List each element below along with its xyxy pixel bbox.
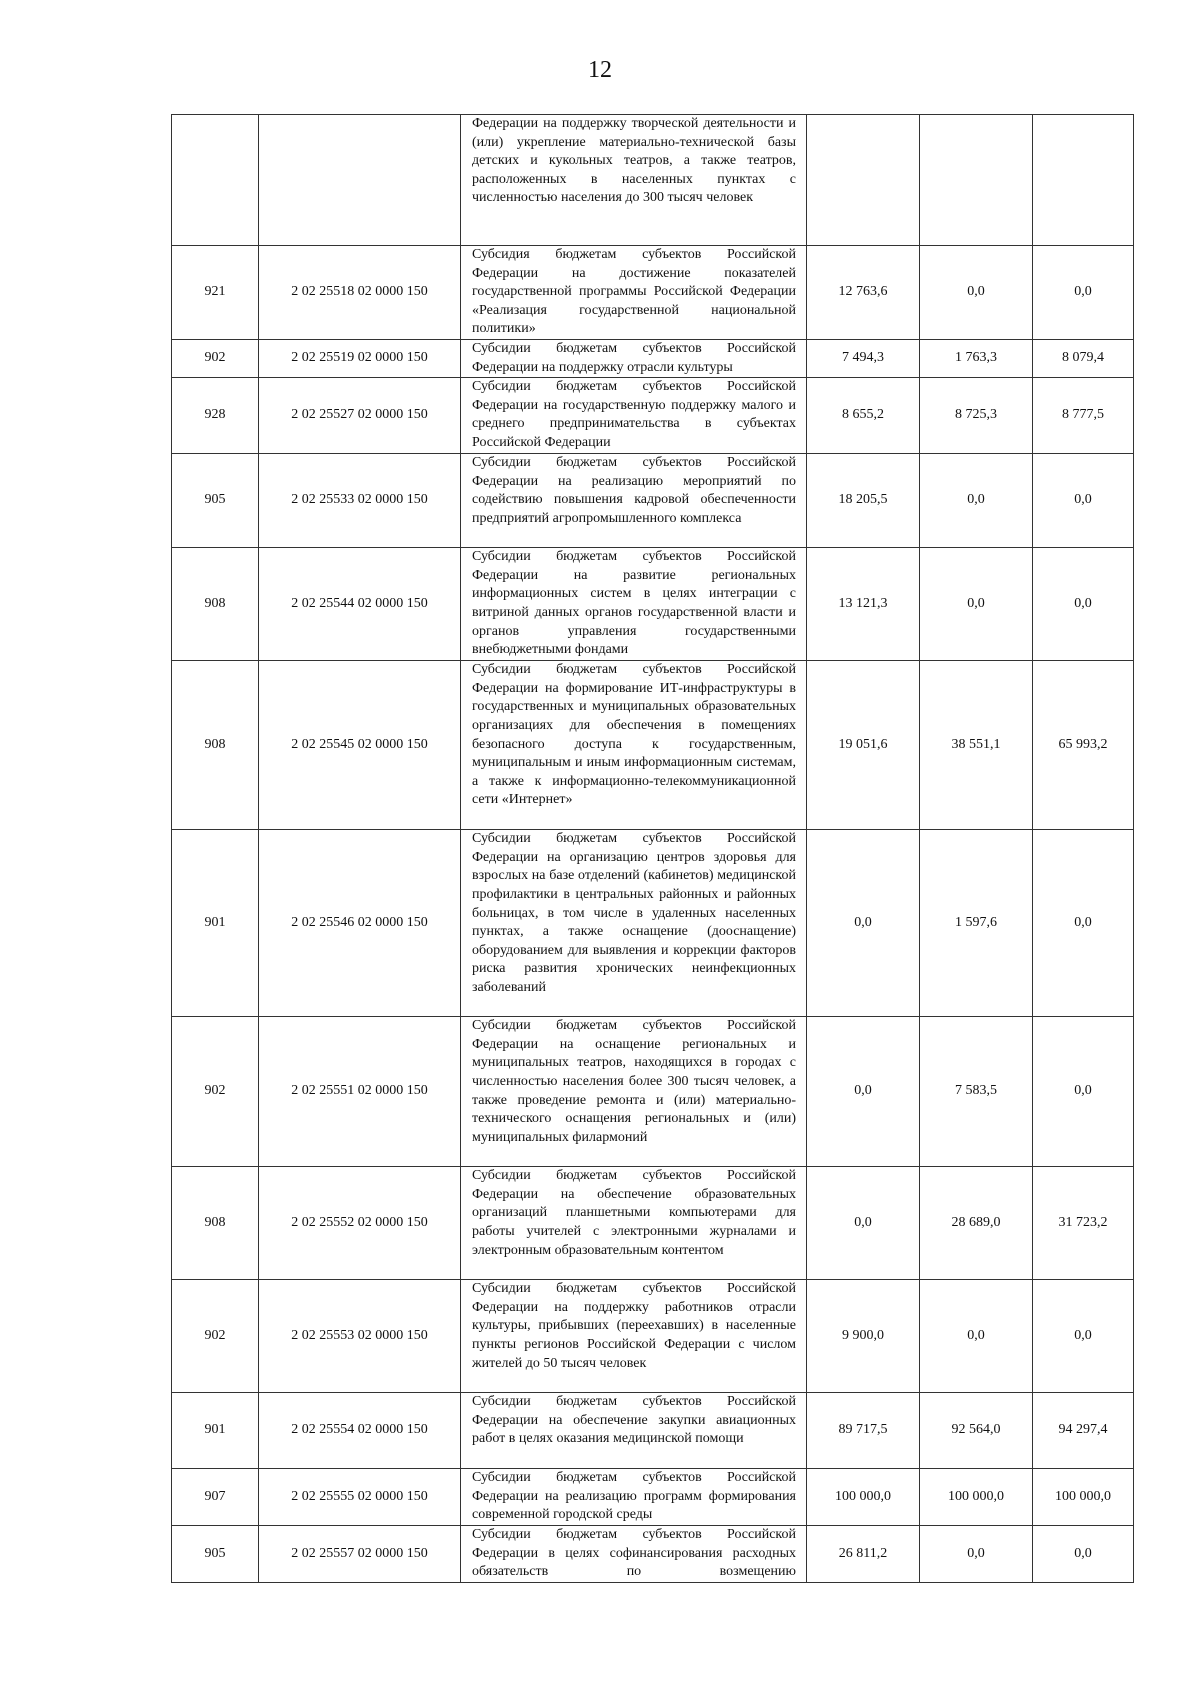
admin-code-cell: 908 — [172, 1167, 259, 1280]
year1-amount-cell: 89 717,5 — [807, 1393, 920, 1469]
admin-code-cell: 901 — [172, 1393, 259, 1469]
admin-code-cell: 921 — [172, 246, 259, 340]
year1-amount-cell: 19 051,6 — [807, 661, 920, 830]
budget-code-cell: 2 02 25552 02 0000 150 — [259, 1167, 461, 1280]
year3-amount-cell: 65 993,2 — [1033, 661, 1134, 830]
year3-amount-cell: 0,0 — [1033, 1526, 1134, 1583]
year3-amount-cell: 0,0 — [1033, 454, 1134, 548]
table-row — [172, 1393, 1134, 1469]
year2-amount-cell: 38 551,1 — [920, 661, 1033, 830]
admin-code-cell: 905 — [172, 1526, 259, 1583]
year1-amount-cell: 0,0 — [807, 1167, 920, 1280]
year2-amount-cell: 0,0 — [920, 1526, 1033, 1583]
description-cell — [461, 454, 807, 548]
description-text: Субсидии бюджетам субъектов Российской Федерации на реализацию мероприятий по содействию повышения кадровой обеспеченности предприятий агропромышленного комплекса — [472, 455, 796, 526]
table-row — [172, 246, 1134, 340]
year3-amount-cell: 31 723,2 — [1033, 1167, 1134, 1280]
year3-amount-cell: 8 079,4 — [1033, 340, 1134, 378]
year3-amount-cell: 0,0 — [1033, 548, 1134, 661]
description-cell — [461, 115, 807, 246]
admin-code-cell: 901 — [172, 830, 259, 1017]
description-cell — [461, 830, 807, 1017]
year3-amount-cell: 94 297,4 — [1033, 1393, 1134, 1469]
budget-code-cell: 2 02 25551 02 0000 150 — [259, 1017, 461, 1167]
description-cell — [461, 1280, 807, 1393]
year1-amount-cell: 26 811,2 — [807, 1526, 920, 1583]
description-text: Субсидии бюджетам субъектов Российской Федерации на государственную поддержку малого и среднего предпринимательства в субъектах Российской Федерации — [472, 379, 796, 450]
year3-amount-cell: 0,0 — [1033, 1280, 1134, 1393]
budget-code-cell — [259, 115, 461, 246]
description-text: Субсидии бюджетам субъектов Российской Федерации на развитие региональных информационных систем в целях интеграции с витриной данных органов государственной власти и органов управления государственными внебюджетными фондами — [472, 549, 796, 658]
year2-amount-cell: 92 564,0 — [920, 1393, 1033, 1469]
table-row — [172, 830, 1134, 1017]
year2-amount-cell: 28 689,0 — [920, 1167, 1033, 1280]
table-row — [172, 454, 1134, 548]
description-cell — [461, 378, 807, 454]
budget-code-cell: 2 02 25544 02 0000 150 — [259, 548, 461, 661]
year1-amount-cell: 0,0 — [807, 1017, 920, 1167]
budget-code-cell: 2 02 25557 02 0000 150 — [259, 1526, 461, 1583]
description-text: Субсидии бюджетам субъектов Российской Федерации в целях софинансирования расходных обязательств по возмещению — [472, 1527, 796, 1580]
description-cell — [461, 1469, 807, 1526]
budget-code-cell: 2 02 25518 02 0000 150 — [259, 246, 461, 340]
description-text: Федерации на поддержку творческой деятельности и (или) укрепление материально-технической базы детских и кукольных театров, а также театров, расположенных в населенных пунктах с численностью населения до 300 тысяч человек — [472, 116, 796, 206]
admin-code-cell: 902 — [172, 1017, 259, 1167]
year3-amount-cell: 0,0 — [1033, 246, 1134, 340]
table-row — [172, 548, 1134, 661]
year3-amount-cell: 100 000,0 — [1033, 1469, 1134, 1526]
table-row — [172, 115, 1134, 246]
table-row — [172, 1017, 1134, 1167]
budget-code-cell: 2 02 25554 02 0000 150 — [259, 1393, 461, 1469]
year1-amount-cell: 12 763,6 — [807, 246, 920, 340]
description-cell — [461, 1017, 807, 1167]
table-row — [172, 1167, 1134, 1280]
budget-code-cell: 2 02 25519 02 0000 150 — [259, 340, 461, 378]
budget-code-cell: 2 02 25546 02 0000 150 — [259, 830, 461, 1017]
table-row — [172, 1280, 1134, 1393]
table-row — [172, 1526, 1134, 1583]
year2-amount-cell: 100 000,0 — [920, 1469, 1033, 1526]
budget-revenue-table — [171, 114, 1134, 1583]
year2-amount-cell — [920, 115, 1033, 246]
year2-amount-cell: 0,0 — [920, 1280, 1033, 1393]
description-text: Субсидия бюджетам субъектов Российской Федерации на достижение показателей государственной программы Российской Федерации «Реализация государственной национальной политики» — [472, 247, 796, 337]
description-text: Субсидии бюджетам субъектов Российской Федерации на организацию центров здоровья для взрослых на базе отделений (кабинетов) медицинской профилактики в центральных районных и районных больницах, в том числе в удаленных населенных пунктах, а также оснащение (дооснащение) оборудованием для выявления и коррекции факторов риска развития хронических неинфекционных заболеваний — [472, 831, 796, 995]
year2-amount-cell: 1 763,3 — [920, 340, 1033, 378]
description-text: Субсидии бюджетам субъектов Российской Федерации на обеспечение закупки авиационных работ в целях оказания медицинской помощи — [472, 1394, 796, 1447]
admin-code-cell: 902 — [172, 340, 259, 378]
admin-code-cell: 928 — [172, 378, 259, 454]
year2-amount-cell: 7 583,5 — [920, 1017, 1033, 1167]
description-cell — [461, 1526, 807, 1583]
table-row — [172, 661, 1134, 830]
admin-code-cell — [172, 115, 259, 246]
admin-code-cell: 907 — [172, 1469, 259, 1526]
year1-amount-cell: 8 655,2 — [807, 378, 920, 454]
year2-amount-cell: 1 597,6 — [920, 830, 1033, 1017]
description-cell — [461, 246, 807, 340]
year2-amount-cell: 8 725,3 — [920, 378, 1033, 454]
budget-code-cell: 2 02 25527 02 0000 150 — [259, 378, 461, 454]
year2-amount-cell: 0,0 — [920, 454, 1033, 548]
description-text: Субсидии бюджетам субъектов Российской Федерации на поддержку отрасли культуры — [472, 341, 796, 375]
description-cell — [461, 1393, 807, 1469]
budget-code-cell: 2 02 25533 02 0000 150 — [259, 454, 461, 548]
year1-amount-cell: 7 494,3 — [807, 340, 920, 378]
year3-amount-cell: 0,0 — [1033, 830, 1134, 1017]
admin-code-cell: 905 — [172, 454, 259, 548]
year1-amount-cell: 9 900,0 — [807, 1280, 920, 1393]
year3-amount-cell — [1033, 115, 1134, 246]
admin-code-cell: 902 — [172, 1280, 259, 1393]
table-row — [172, 340, 1134, 378]
description-cell — [461, 1167, 807, 1280]
description-text: Субсидии бюджетам субъектов Российской Федерации на поддержку работников отрасли культуры, прибывших (переехавших) в населенные пункты регионов Российской Федерации с числом жителей до 50 тысяч человек — [472, 1281, 796, 1371]
year3-amount-cell: 8 777,5 — [1033, 378, 1134, 454]
table-row — [172, 1469, 1134, 1526]
admin-code-cell: 908 — [172, 548, 259, 661]
year1-amount-cell: 100 000,0 — [807, 1469, 920, 1526]
description-cell — [461, 661, 807, 830]
year2-amount-cell: 0,0 — [920, 246, 1033, 340]
page-number: 12 — [588, 57, 612, 83]
year1-amount-cell — [807, 115, 920, 246]
budget-code-cell: 2 02 25555 02 0000 150 — [259, 1469, 461, 1526]
budget-code-cell: 2 02 25545 02 0000 150 — [259, 661, 461, 830]
admin-code-cell: 908 — [172, 661, 259, 830]
description-cell — [461, 548, 807, 661]
year1-amount-cell: 18 205,5 — [807, 454, 920, 548]
table-row — [172, 378, 1134, 454]
year3-amount-cell: 0,0 — [1033, 1017, 1134, 1167]
description-text: Субсидии бюджетам субъектов Российской Федерации на реализацию программ формирования современной городской среды — [472, 1470, 796, 1523]
year1-amount-cell: 0,0 — [807, 830, 920, 1017]
description-text: Субсидии бюджетам субъектов Российской Федерации на оснащение региональных и муниципальных театров, находящихся в городах с численностью населения более 300 тысяч человек, а также проведение ремонта и (или) материально-технического оснащения региональных и (или) муниципальных филармоний — [472, 1018, 796, 1145]
description-text: Субсидии бюджетам субъектов Российской Федерации на обеспечение образовательных организаций планшетными компьютерами для работы учителей с электронными журналами и электронным образовательным контентом — [472, 1168, 796, 1258]
description-cell — [461, 340, 807, 378]
year1-amount-cell: 13 121,3 — [807, 548, 920, 661]
description-text: Субсидии бюджетам субъектов Российской Федерации на формирование ИТ-инфраструктуры в государственных и муниципальных образовательных организациях для обеспечения в помещениях безопасного доступа к государственным, муниципальным и иным информационным системам, а также к информационно-телекоммуникационной сети «Интернет» — [472, 662, 796, 808]
year2-amount-cell: 0,0 — [920, 548, 1033, 661]
budget-code-cell: 2 02 25553 02 0000 150 — [259, 1280, 461, 1393]
